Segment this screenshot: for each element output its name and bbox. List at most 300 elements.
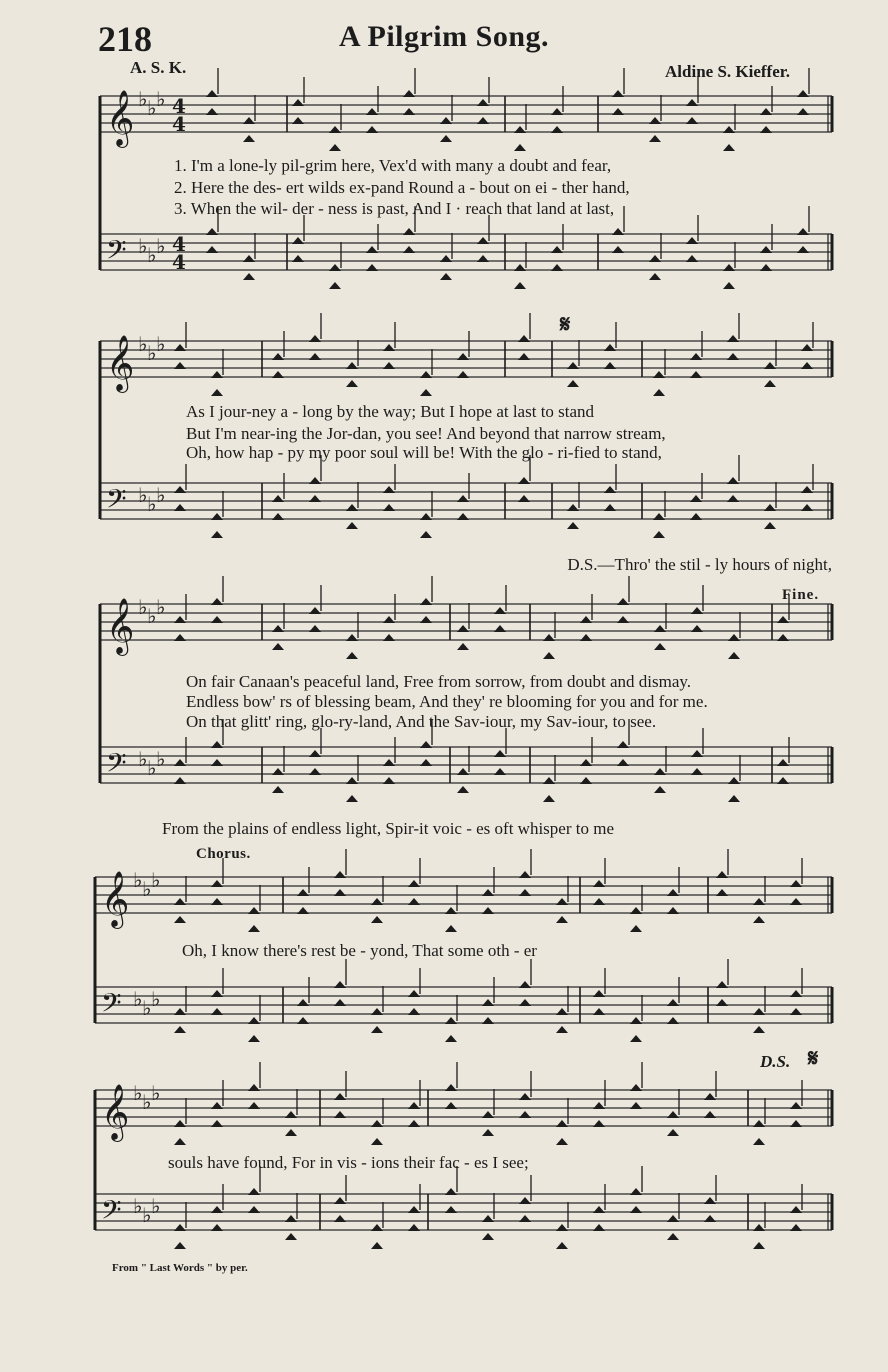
note-head: [440, 135, 452, 142]
note-head: [728, 795, 740, 802]
note-head: [285, 1215, 297, 1222]
note-head: [297, 889, 309, 896]
note-head: [334, 1215, 346, 1222]
note-head: [690, 513, 702, 520]
note-head: [272, 513, 284, 520]
note-head: [593, 1224, 605, 1231]
note-head: [211, 531, 223, 538]
note-head: [420, 371, 432, 378]
note-head: [420, 741, 432, 748]
note-head: [686, 255, 698, 262]
flat-icon: ♭: [133, 1194, 143, 1218]
note-head: [654, 643, 666, 650]
note-head: [518, 495, 530, 502]
note-head: [408, 1206, 420, 1213]
note-head: [617, 741, 629, 748]
note-head: [420, 531, 432, 538]
note-head: [366, 246, 378, 253]
note-head: [285, 1111, 297, 1118]
note-head: [420, 616, 432, 623]
note-head: [174, 1120, 186, 1127]
flat-icon: ♭: [142, 996, 152, 1020]
note-head: [334, 999, 346, 1006]
bass-clef-icon: 𝄢: [101, 987, 122, 1025]
flat-icon: ♭: [151, 868, 161, 892]
note-head: [272, 495, 284, 502]
note-head: [272, 643, 284, 650]
note-head: [691, 625, 703, 632]
note-head: [727, 335, 739, 342]
note-head: [243, 135, 255, 142]
note-head: [593, 1120, 605, 1127]
note-head: [790, 898, 802, 905]
note-head: [482, 999, 494, 1006]
note-head: [753, 898, 765, 905]
note-head: [567, 504, 579, 511]
note-head: [630, 1102, 642, 1109]
flat-icon: ♭: [147, 756, 157, 780]
note-head: [691, 607, 703, 614]
note-head: [477, 117, 489, 124]
note-head: [649, 135, 661, 142]
note-head: [248, 1084, 260, 1091]
note-head: [211, 1120, 223, 1127]
note-head: [334, 981, 346, 988]
note-head: [617, 598, 629, 605]
note-head: [567, 380, 579, 387]
note-head: [445, 907, 457, 914]
note-head: [686, 237, 698, 244]
note-head: [801, 486, 813, 493]
note-head: [691, 750, 703, 757]
hymn-title: A Pilgrim Song.: [338, 20, 549, 53]
note-head: [329, 126, 341, 133]
note-head: [292, 99, 304, 106]
note-head: [206, 246, 218, 253]
note-head: [630, 1188, 642, 1195]
note-head: [630, 1206, 642, 1213]
ds-marker: D.S.: [760, 1052, 791, 1071]
note-head: [653, 513, 665, 520]
verse-3-line-2: Oh, how hap - py my poor soul will be! With the glo - ri-fied to stand,: [186, 443, 662, 462]
bass-clef-icon: 𝄢: [106, 747, 127, 785]
note-head: [346, 777, 358, 784]
note-head: [790, 1206, 802, 1213]
note-head: [797, 90, 809, 97]
time-signature: 4: [172, 94, 186, 118]
note-head: [630, 1084, 642, 1091]
note-head: [727, 477, 739, 484]
note-head: [686, 99, 698, 106]
note-head: [477, 237, 489, 244]
note-head: [457, 625, 469, 632]
flat-icon: ♭: [156, 87, 166, 111]
note-head: [612, 228, 624, 235]
note-head: [211, 1102, 223, 1109]
verse-1-line-3: On fair Canaan's peaceful land, Free from sorrow, from doubt and dismay.: [186, 672, 692, 691]
note-head: [174, 1138, 186, 1145]
note-head: [753, 1008, 765, 1015]
note-head: [704, 1093, 716, 1100]
note-head: [346, 504, 358, 511]
note-head: [371, 1008, 383, 1015]
note-head: [309, 750, 321, 757]
note-head: [174, 1242, 186, 1249]
note-head: [753, 1026, 765, 1033]
note-head: [309, 335, 321, 342]
note-head: [790, 990, 802, 997]
lyricist-name: Aldine S. Kieffer.: [665, 62, 790, 81]
note-head: [174, 344, 186, 351]
note-head: [580, 777, 592, 784]
flat-icon: ♭: [156, 234, 166, 258]
note-head: [777, 634, 789, 641]
note-head: [760, 108, 772, 115]
page-number: 218: [98, 19, 152, 59]
note-head: [593, 1102, 605, 1109]
note-head: [457, 371, 469, 378]
note-head: [334, 1197, 346, 1204]
note-head: [211, 598, 223, 605]
note-head: [346, 634, 358, 641]
note-head: [346, 362, 358, 369]
note-head: [285, 1233, 297, 1240]
note-head: [445, 925, 457, 932]
note-head: [482, 889, 494, 896]
note-head: [764, 362, 776, 369]
note-head: [556, 898, 568, 905]
note-head: [248, 1035, 260, 1042]
note-head: [457, 495, 469, 502]
note-head: [760, 126, 772, 133]
note-head: [248, 925, 260, 932]
note-head: [408, 1008, 420, 1015]
note-head: [790, 1102, 802, 1109]
note-head: [445, 1017, 457, 1024]
note-head: [753, 1242, 765, 1249]
note-head: [580, 634, 592, 641]
note-head: [518, 477, 530, 484]
note-head: [371, 898, 383, 905]
note-head: [551, 126, 563, 133]
note-head: [801, 362, 813, 369]
note-head: [580, 759, 592, 766]
note-head: [494, 768, 506, 775]
note-head: [174, 916, 186, 923]
bass-clef-icon: 𝄢: [101, 1194, 122, 1232]
note-head: [654, 786, 666, 793]
note-head: [174, 486, 186, 493]
note-head: [593, 1008, 605, 1015]
note-head: [174, 634, 186, 641]
flat-icon: ♭: [133, 868, 143, 892]
note-head: [727, 495, 739, 502]
flat-icon: ♭: [151, 1081, 161, 1105]
note-head: [543, 777, 555, 784]
note-head: [408, 898, 420, 905]
note-head: [556, 1242, 568, 1249]
note-head: [716, 889, 728, 896]
flat-icon: ♭: [138, 747, 148, 771]
note-head: [309, 495, 321, 502]
segno-sign: 𝄋: [560, 312, 571, 338]
note-head: [556, 1224, 568, 1231]
note-head: [174, 1026, 186, 1033]
note-head: [482, 907, 494, 914]
note-head: [445, 1206, 457, 1213]
note-head: [211, 616, 223, 623]
note-head: [760, 264, 772, 271]
note-head: [174, 616, 186, 623]
note-head: [211, 898, 223, 905]
note-head: [593, 898, 605, 905]
note-head: [457, 513, 469, 520]
note-head: [519, 1093, 531, 1100]
note-head: [728, 777, 740, 784]
note-head: [556, 1008, 568, 1015]
note-head: [704, 1215, 716, 1222]
note-head: [612, 246, 624, 253]
note-head: [797, 246, 809, 253]
note-head: [612, 108, 624, 115]
note-head: [723, 144, 735, 151]
composer-initials: A. S. K.: [130, 58, 187, 77]
note-head: [649, 117, 661, 124]
time-signature: 4: [172, 250, 186, 274]
note-head: [556, 1026, 568, 1033]
note-head: [309, 477, 321, 484]
note-head: [797, 228, 809, 235]
note-head: [211, 990, 223, 997]
note-head: [667, 1129, 679, 1136]
note-head: [211, 741, 223, 748]
note-head: [764, 380, 776, 387]
note-head: [801, 504, 813, 511]
note-head: [292, 237, 304, 244]
note-head: [285, 1129, 297, 1136]
note-head: [297, 1017, 309, 1024]
note-head: [383, 634, 395, 641]
note-head: [174, 777, 186, 784]
flat-icon: ♭: [147, 96, 157, 120]
note-head: [272, 768, 284, 775]
note-head: [556, 1120, 568, 1127]
note-head: [777, 777, 789, 784]
note-head: [727, 353, 739, 360]
note-head: [494, 750, 506, 757]
note-head: [593, 880, 605, 887]
note-head: [543, 795, 555, 802]
fine-marker: Fine.: [782, 587, 820, 603]
note-head: [477, 255, 489, 262]
note-head: [420, 598, 432, 605]
note-head: [383, 504, 395, 511]
source-footnote: From " Last Words " by per.: [112, 1262, 248, 1274]
treble-clef-icon: 𝄞: [106, 335, 135, 391]
end-segno-sign: 𝄋: [808, 1046, 819, 1072]
note-head: [403, 108, 415, 115]
note-head: [211, 759, 223, 766]
note-head: [408, 880, 420, 887]
note-head: [753, 1224, 765, 1231]
note-head: [174, 362, 186, 369]
note-head: [519, 981, 531, 988]
note-head: [272, 353, 284, 360]
note-head: [764, 522, 776, 529]
note-head: [514, 282, 526, 289]
note-head: [440, 255, 452, 262]
note-head: [580, 616, 592, 623]
note-head: [519, 1111, 531, 1118]
note-head: [272, 786, 284, 793]
note-head: [445, 1035, 457, 1042]
note-head: [440, 117, 452, 124]
note-head: [518, 353, 530, 360]
note-head: [329, 282, 341, 289]
note-head: [309, 607, 321, 614]
note-head: [519, 889, 531, 896]
note-head: [543, 652, 555, 659]
note-head: [272, 371, 284, 378]
note-head: [604, 344, 616, 351]
note-head: [440, 273, 452, 280]
verse-2-line-3: Endless bow' rs of blessing beam, And they' re blooming for you and for me.: [186, 692, 708, 711]
chorus-label: Chorus.: [196, 846, 251, 862]
note-head: [612, 90, 624, 97]
note-head: [309, 625, 321, 632]
treble-clef-icon: 𝄞: [101, 871, 130, 927]
note-head: [477, 99, 489, 106]
note-head: [371, 1242, 383, 1249]
note-head: [457, 768, 469, 775]
note-head: [790, 1008, 802, 1015]
note-head: [691, 768, 703, 775]
note-head: [716, 871, 728, 878]
note-head: [445, 1084, 457, 1091]
note-head: [654, 768, 666, 775]
note-head: [334, 1111, 346, 1118]
note-head: [243, 273, 255, 280]
verse-3-line-1: 3. When the wil- der - ness is past, And I · reach that land at last,: [174, 199, 615, 218]
note-head: [371, 1026, 383, 1033]
flat-icon: ♭: [156, 747, 166, 771]
note-head: [790, 1224, 802, 1231]
note-head: [653, 371, 665, 378]
note-head: [383, 759, 395, 766]
verse-2-line-2: But I'm near-ing the Jor-dan, you see! And beyond that narrow stream,: [186, 424, 666, 443]
note-head: [653, 531, 665, 538]
note-head: [366, 126, 378, 133]
note-head: [630, 1017, 642, 1024]
note-head: [346, 795, 358, 802]
note-head: [514, 126, 526, 133]
note-head: [482, 1215, 494, 1222]
note-head: [408, 1224, 420, 1231]
flat-icon: ♭: [138, 87, 148, 111]
note-head: [403, 246, 415, 253]
note-head: [248, 1102, 260, 1109]
note-head: [551, 108, 563, 115]
note-head: [329, 264, 341, 271]
note-head: [514, 144, 526, 151]
note-head: [667, 1017, 679, 1024]
note-head: [243, 117, 255, 124]
note-head: [292, 255, 304, 262]
note-head: [482, 1017, 494, 1024]
note-head: [519, 999, 531, 1006]
flat-icon: ♭: [142, 1090, 152, 1114]
flat-icon: ♭: [147, 341, 157, 365]
flat-icon: ♭: [151, 987, 161, 1011]
note-head: [551, 246, 563, 253]
note-head: [445, 1102, 457, 1109]
note-head: [667, 889, 679, 896]
note-head: [297, 907, 309, 914]
note-head: [690, 371, 702, 378]
time-signature: 4: [172, 112, 186, 136]
note-head: [248, 907, 260, 914]
note-head: [518, 335, 530, 342]
note-head: [728, 652, 740, 659]
note-head: [543, 634, 555, 641]
treble-clef-icon: 𝄞: [106, 598, 135, 654]
verse-1-line-2: As I jour-ney a - long by the way; But I hope at last to stand: [186, 402, 595, 421]
treble-clef-icon: 𝄞: [106, 90, 135, 146]
note-head: [556, 916, 568, 923]
note-head: [383, 362, 395, 369]
note-head: [403, 228, 415, 235]
note-head: [445, 1188, 457, 1195]
note-head: [667, 1233, 679, 1240]
note-head: [334, 871, 346, 878]
note-head: [211, 1206, 223, 1213]
note-head: [174, 504, 186, 511]
note-head: [667, 1215, 679, 1222]
flat-icon: ♭: [156, 483, 166, 507]
note-head: [753, 1138, 765, 1145]
note-head: [457, 353, 469, 360]
note-head: [567, 522, 579, 529]
note-head: [329, 144, 341, 151]
verse-3-line-3: On that glitt' ring, glo-ry-land, And the Sav-iour, my Sav-iour, to see.: [186, 712, 657, 731]
note-head: [630, 907, 642, 914]
note-head: [408, 1120, 420, 1127]
note-head: [482, 1129, 494, 1136]
note-head: [649, 273, 661, 280]
note-head: [551, 264, 563, 271]
note-head: [667, 999, 679, 1006]
note-head: [297, 999, 309, 1006]
note-head: [383, 616, 395, 623]
note-head: [777, 616, 789, 623]
note-head: [309, 768, 321, 775]
note-head: [366, 108, 378, 115]
note-head: [704, 1197, 716, 1204]
time-signature: 4: [172, 232, 186, 256]
note-head: [630, 925, 642, 932]
note-head: [403, 90, 415, 97]
note-head: [653, 389, 665, 396]
note-head: [211, 1008, 223, 1015]
note-head: [482, 1111, 494, 1118]
note-head: [174, 1008, 186, 1015]
note-head: [617, 759, 629, 766]
flat-icon: ♭: [138, 332, 148, 356]
chorus-lyric-line-2: souls have found, For in vis - ions their fac - es I see;: [168, 1153, 529, 1172]
note-head: [617, 616, 629, 623]
note-head: [206, 228, 218, 235]
flat-icon: ♭: [133, 987, 143, 1011]
